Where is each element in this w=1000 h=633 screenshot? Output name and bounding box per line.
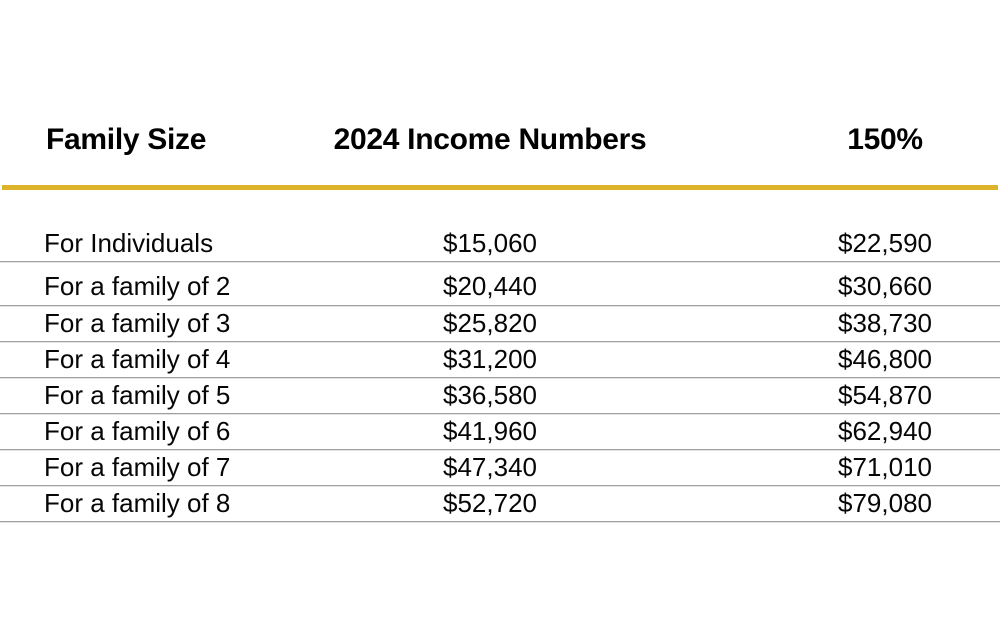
header-percent-150: 150% [847,123,923,156]
row-label: For a family of 2 [44,271,231,301]
row-income-value: $25,820 [443,308,537,338]
row-income-value: $31,200 [443,344,537,374]
row-label: For a family of 7 [44,452,231,482]
table-row [0,450,1000,486]
row-label: For a family of 4 [44,344,231,374]
header-income-numbers: 2024 Income Numbers [333,123,647,156]
table-row [0,486,1000,522]
table-row [0,414,1000,450]
row-income-value: $52,720 [443,488,537,518]
table-row [0,189,1000,262]
row-percent-value: $79,080 [838,488,932,518]
row-label: For Individuals [44,228,214,258]
row-label: For a family of 6 [44,416,231,446]
row-income-value: $36,580 [443,380,537,410]
row-percent-value: $54,870 [838,380,932,410]
header-family-size: Family Size [46,123,207,156]
row-label: For a family of 5 [44,380,231,410]
table-header-row [0,114,1000,166]
row-percent-value: $22,590 [838,228,932,258]
table-row [0,378,1000,414]
row-percent-value: $62,940 [838,416,932,446]
row-income-value: $41,960 [443,416,537,446]
table-row [0,262,1000,306]
table-row [0,342,1000,378]
row-label: For a family of 8 [44,488,231,518]
row-income-value: $20,440 [443,271,537,301]
row-percent-value: $38,730 [838,308,932,338]
income-table-body [0,189,1000,522]
row-percent-value: $30,660 [838,271,932,301]
row-label: For a family of 3 [44,308,231,338]
row-percent-value: $46,800 [838,344,932,374]
row-income-value: $15,060 [443,228,537,258]
row-income-value: $47,340 [443,452,537,482]
row-percent-value: $71,010 [838,452,932,482]
table-row [0,306,1000,342]
